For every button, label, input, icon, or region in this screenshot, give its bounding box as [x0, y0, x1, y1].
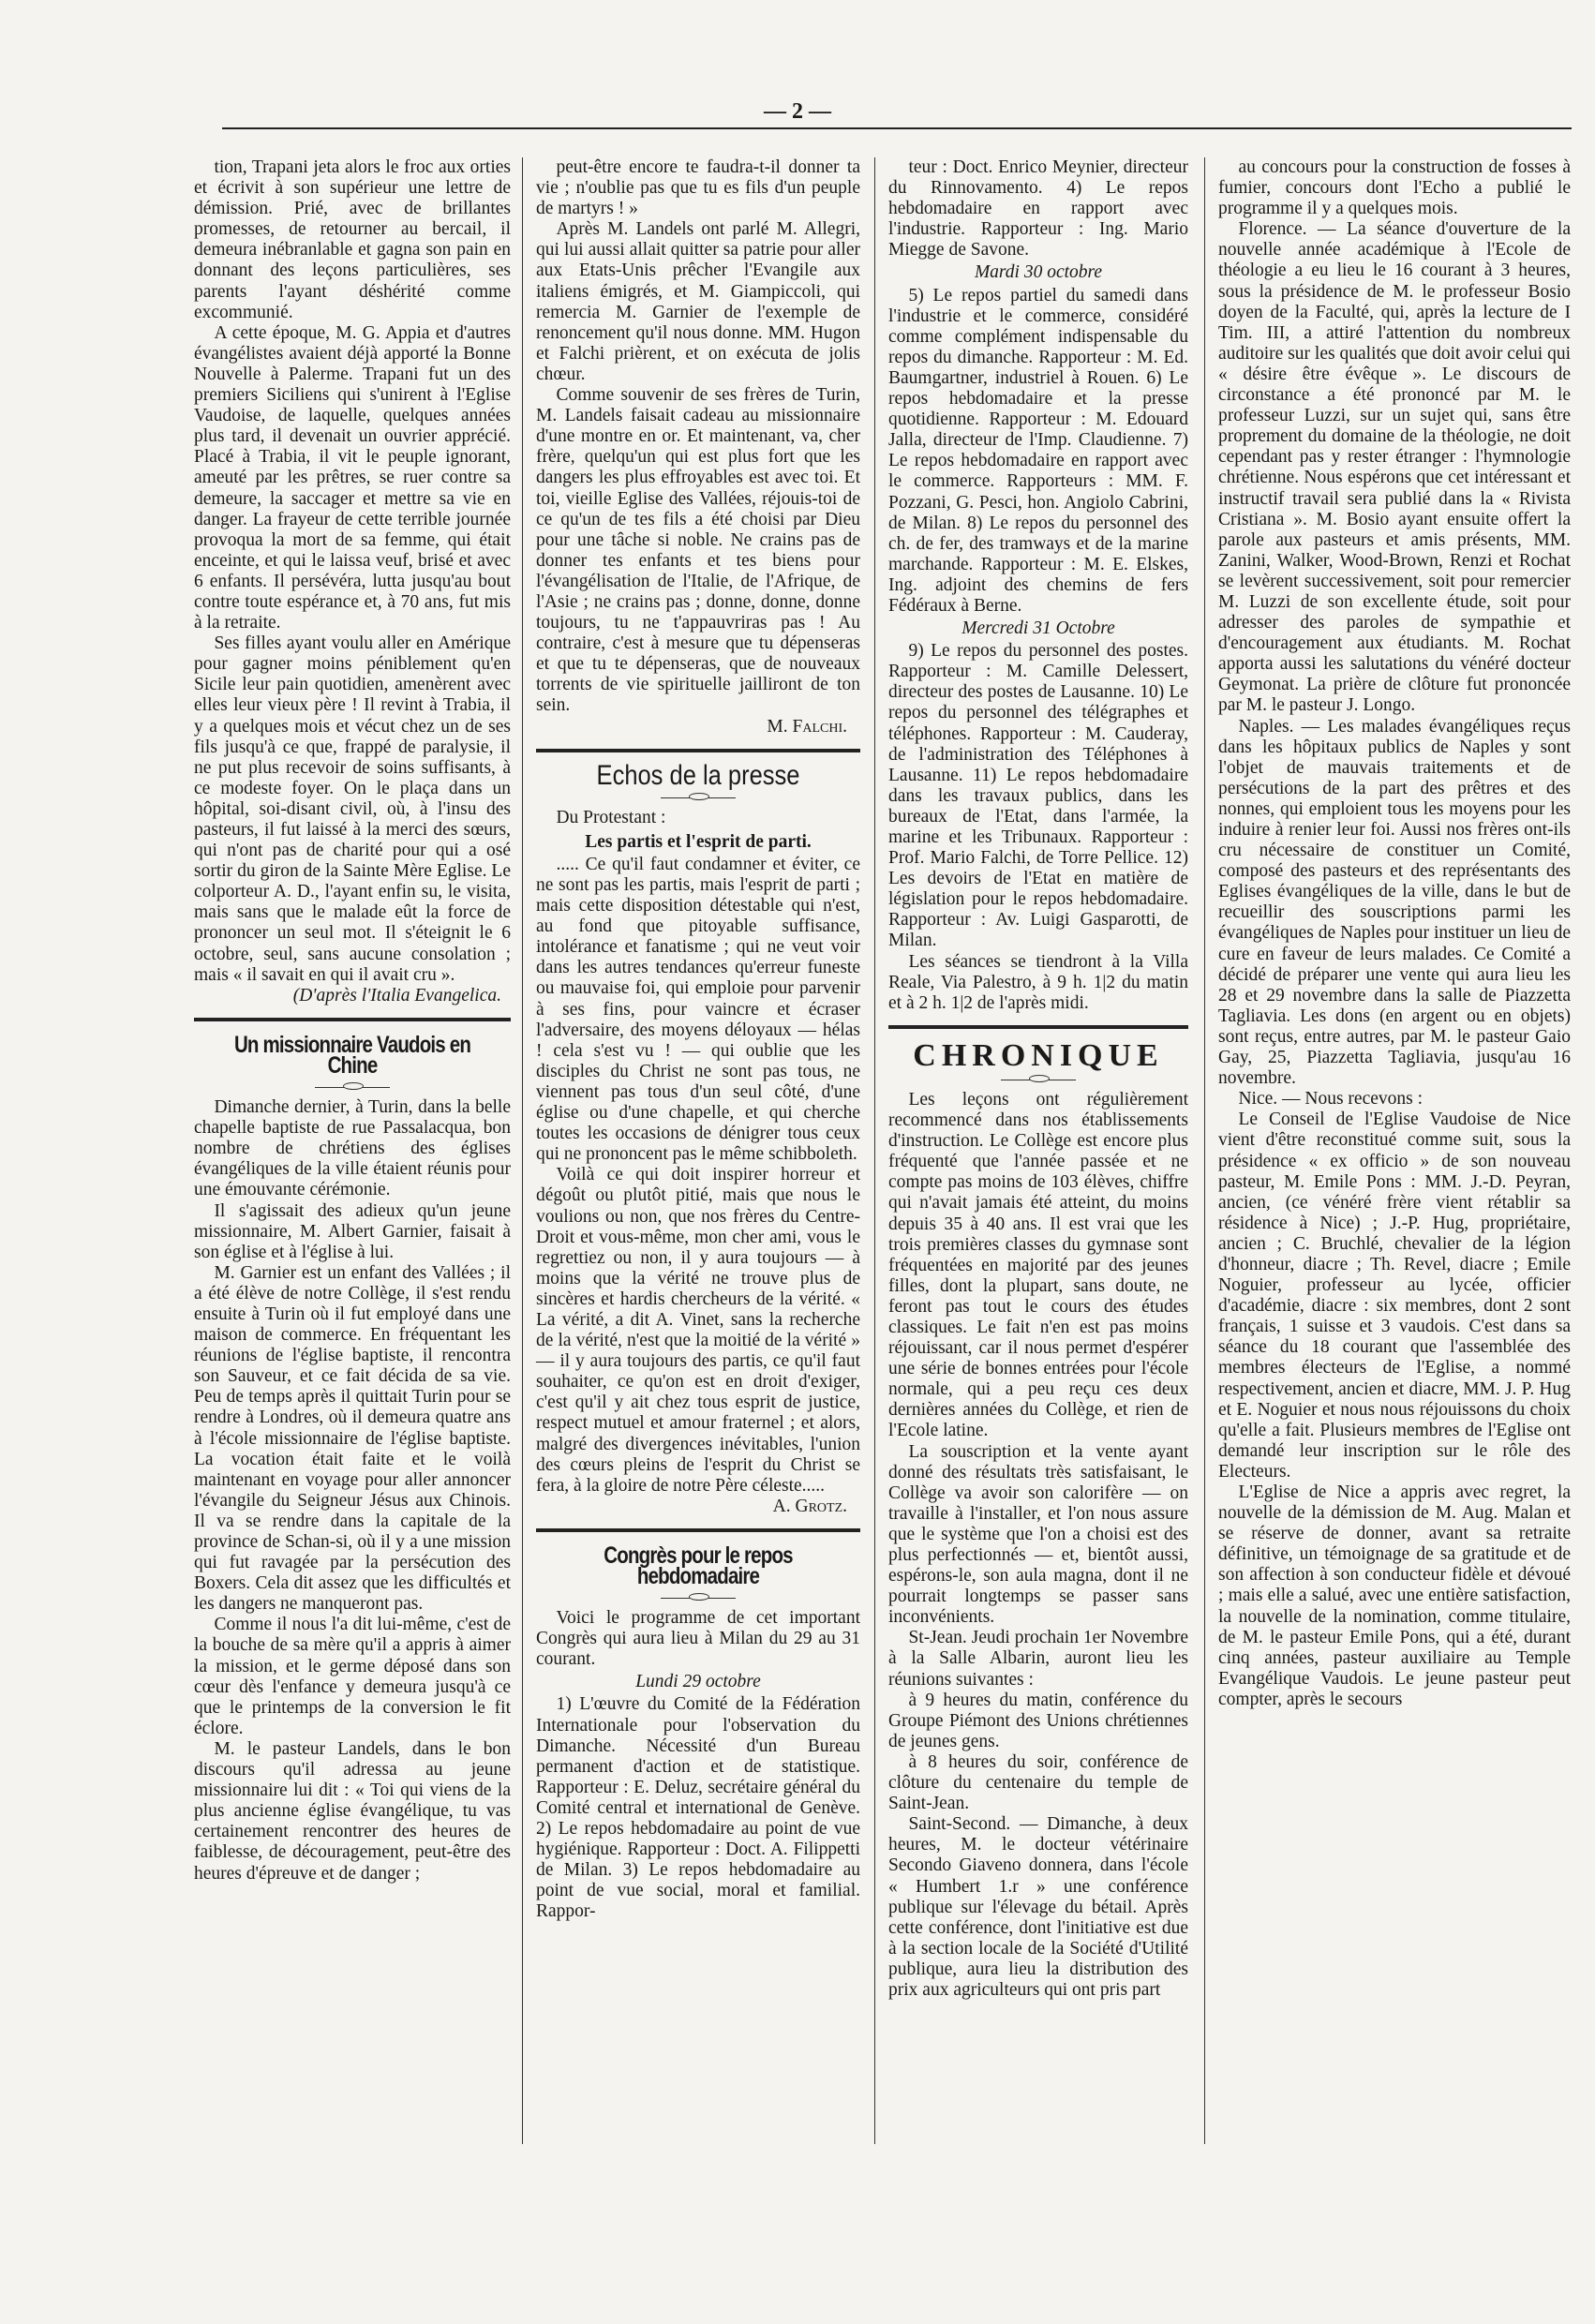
- paragraph: Les séances se tiendront à la Villa Reale, Via Palestro, à 9 h. 1|2 du matin et à 2 h. 1|2 de l'après midi.: [888, 951, 1188, 1013]
- top-rule: [222, 127, 1572, 129]
- paragraph: Le Conseil de l'Eglise Vaudoise de Nice vient d'être reconstitué comme suit, sous la présidence « ex officio » de son nouveau pasteur, M. Emile Pons : MM. J.-D. Peyran, ancien, (ce vénéré frère vient rétablir sa résidence à Nice) ; J.-P. Hug, propriétaire, ancien ; C. Bruchlé, chevalier de la légion d'honneur, diacre ; Th. Revel, diacre ; Emile Noguier, professeur au lycée, officier d'académie, diacre : six membres, dont 2 sont français, 1 suisse et 3 vaudois. C'est dans sa séance du 18 courant que l'assemblée des membres électeurs de l'Eglise, a nommé respectivement, ancien et diacre, MM. J. P. Hug et E. Noguier et nous nous réjouissons du choix qu'elle a fait. Plusieurs membres de l'Eglise ont demandé leur inscription sur le rôle des Electeurs.: [1218, 1110, 1571, 1482]
- paragraph: M. le pasteur Landels, dans le bon discours qu'il adressa au jeune missionnaire lui dit : « Toi qui viens de la plus ancienne église évangélique, tu vas certainement rencontrer des heures de faiblesse, de découragement, peut-être des heures d'épreuve et de danger ;: [194, 1738, 511, 1884]
- paragraph: peut-être encore te faudra-t-il donner ta vie ; n'oublie pas que tu es fils d'un peuple de martyrs ! »: [536, 157, 860, 219]
- paragraph: Les leçons ont régulièrement recommencé dans nos établissements d'instruction. Le Collège est encore plus fréquenté que l'année passée et ne compte pas moins de 103 élèves, chiffre qui n'avait jamais été atteint, du moins depuis 35 à 40 ans. Il est vrai que les trois premières classes du gymnase sont fréquentées en majorité par des jeunes filles, dont la plupart, sans doute, ne feront pas tout le cours des études classiques. Le fait n'en est pas moins réjouissant, car il nous permet d'espérer une série de bonnes entrées pour l'école normale, qui a peu reçu ces deux dernières années du Collège, et rien de l'Ecole latine.: [888, 1089, 1188, 1441]
- paragraph: Nice. — Nous recevons :: [1238, 1089, 1424, 1110]
- section-rule: [536, 749, 860, 752]
- chronique-heading: CHRONIQUE: [913, 1037, 1164, 1073]
- paragraph: Comme souvenir de ses frères de Turin, M. Landels faisait cadeau au missionnaire d'une montre en or. Et maintenant, va, cher frère, quelqu'un qui est plus fort que les dangers les plus effroyables est avec toi. Et toi, vieille Eglise des Vallées, réjouis-toi de ce qu'un de tes fils a été choisi par Dieu pour une tâche si noble. Ne crains pas de donner tes enfants et tes biens pour l'évangélisation de l'Italie, de l'Afrique, de l'Asie ; ne crains pas ; donne, donne, donne toujours, tu ne t'appauvriras pas ! Au contraire, c'est à mesure que tu dépenseras et que tu te dépenseras, que de nouveaux torrents de vie spirituelle jailliront de ton sein.: [536, 385, 860, 716]
- ornament-divider: [1001, 1072, 1076, 1080]
- column-divider: [522, 157, 523, 2144]
- signature: A. Grotz.: [772, 1496, 847, 1516]
- column-divider: [874, 157, 875, 2144]
- paragraph: à 8 heures du soir, conférence de clôture du centenaire du temple de Saint-Jean.: [888, 1751, 1188, 1814]
- article-heading: Congrès pour le repos hebdomadaire: [604, 1542, 793, 1589]
- article-heading: Un missionnaire Vaudois en Chine: [233, 1031, 471, 1079]
- paragraph: Ses filles ayant voulu aller en Amérique pour gagner moins péniblement qu'en Sicile leur pain quotidien, amenèrent avec elles leur vieux père ! Il revint à Trabia, il y a quelques mois et vécut chez un de ses fils jusqu'à ce que, frappé de paralysie, il ne put plus recevoir de soins suffisants, à ce modeste foyer. On le plaça dans un hôpital, soi-disant civil, où, à l'insu des pasteurs, il fut laissé à la merci des sœurs, qui n'ont pas de charité pour qui a osé sortir du giron de la Sainte Mère Eglise. Le colporteur A. D., l'ayant enfin su, le visita, mais sans que le malade eût la force de prononcer un seul mot. Il s'éteignit le 6 octobre, seul, sans aucune consolation ; mais « il savait en qui il avait cru ».: [194, 633, 511, 985]
- paragraph: La souscription et la vente ayant donné des résultats très satisfaisant, le Collège va avoir son calorifère — on travaille à l'installer, et l'on nous assure que le système que l'on a choisi est des plus perfectionnés — et, bientôt aussi, espérons-le, son aula magna, dont il ne pourrait longtemps se passer sans inconvénients.: [888, 1441, 1188, 1628]
- date-subheading: Mercredi 31 Octobre: [961, 618, 1115, 639]
- source-note: (D'après l'Italia Evangelica.: [292, 985, 501, 1006]
- paragraph: M. Garnier est un enfant des Vallées ; il a été élève de notre Collège, il s'est rendu ensuite à Turin où il fut employé dans une maison de commerce. En fréquentant les réunions de l'église baptiste, il rencontra son Sauveur, et ce fait décida de sa vie. Peu de temps après il quittait Turin pour se rendre à Londres, où il demeura quatre ans à l'école missionnaire de l'église baptiste. La vocation était faite et le voilà maintenant en voyage pour aller annoncer l'évangile du Seigneur Jésus aux Chinois. Il va se rendre dans la capitale de la province de Schan-si, où il y a une mission qui fut ravagée par la persécution des Boxers. Cela dit assez que les difficultés et les dangers ne manqueront pas.: [194, 1262, 511, 1615]
- paragraph: Voilà ce qui doit inspirer horreur et dégoût ou plutôt pitié, mais que nous le voulions ou non, que nos frères du Centre-Droit et vous-même, mon cher ami, vous le regrettiez ou non, il y aura toujours — à moins que la vérité ne trouve plus de sincères et hardis chercheurs de la vérité. « La vérité, a dit A. Vinet, sans la recherche de la vérité, n'est que la moitié de la vérité » — il y aura toujours des partis, ce qu'il faut souhaiter, ce qu'on est en droit d'exiger, c'est qu'il y ait chez tous esprit de justice, respect mutuel et amour fraternel ; et alors, malgré des divergences inévitables, l'union des cœurs pleins de l'esprit du Christ se fera, à la gloire de notre Père céleste.....: [536, 1165, 860, 1496]
- ornament-divider: [661, 790, 736, 798]
- source-line: Du Protestant :: [556, 807, 666, 827]
- section-rule: [194, 1018, 511, 1021]
- article-subheading: Les partis et l'esprit de parti.: [585, 831, 812, 852]
- paragraph: 5) Le repos partiel du samedi dans l'industrie et le commerce, considéré comme complément indispensable du repos du dimanche. Rapporteur : M. Ed. Baumgartner, industriel à Rouen. 6) Le repos hebdomadaire et la presse quotidienne. Rapporteur : M. Edouard Jalla, directeur de l'Imp. Claudienne. 7) Le repos hebdomadaire en rapport avec le commerce. Rapporteurs : MM. F. Pozzani, G. Pesci, hon. Angiolo Cabrini, de Milan. 8) Le repos du personnel des ch. de fer, des tramways et de la marine marchande. Rapporteur : M. E. Elskes, Ing. adjoint des chemins de fers Fédéraux à Berne.: [888, 285, 1188, 616]
- paragraph: à 9 heures du matin, conférence du Groupe Piémont des Unions chrétiennes de jeunes gens.: [888, 1690, 1188, 1751]
- signature: M. Falchi.: [767, 716, 847, 737]
- date-subheading: Mardi 30 octobre: [974, 262, 1103, 283]
- paragraph: ..... Ce qu'il faut condamner et éviter, ce ne sont pas les partis, mais l'esprit de parti ; mais cette disposition détestable qui n'est, au fond que pitoyable suffisance, intolérance et fanatisme ; qui ne veut voir dans les autres tendances qu'erreur funeste ou mauvaise foi, qui emploie pour parvenir à ses fins, pour vaincre et écraser l'adversaire, des moyens déloyaux — hélas ! cela s'est vu ! — qui oublie que les disciples du Christ ne sont pas tous, ne viennent pas tous d'un seul côté, d'une église ou d'une chapelle, et qui cherche toutes les occasions de dénigrer tous ceux qui ne prononcent pas le même schibboleth.: [536, 854, 860, 1165]
- column-2: [536, 157, 860, 1923]
- paragraph: L'Eglise de Nice a appris avec regret, la nouvelle de la démission de M. Aug. Malan et se réserve de donner, avant sa retraite définitive, un témoignage de sa gratitude et de son affection à son conducteur fidèle et dévoué ; mais elle a salué, avec une entière satisfaction, la nouvelle de la nomination, comme titulaire, de M. le pasteur Emile Pons, qui a été, durant cinq années, pasteur auxiliaire au Temple Evangélique Vaudois. Le jeune pasteur peut compter, après le secours: [1218, 1482, 1571, 1709]
- paragraph: Dimanche dernier, à Turin, dans la belle chapelle baptiste de rue Passalacqua, bon nombre de chrétiens des églises évangéliques de la ville étaient réunis pour une émouvante cérémonie.: [194, 1097, 511, 1200]
- date-subheading: Lundi 29 octobre: [635, 1672, 761, 1692]
- ornament-divider: [315, 1080, 390, 1088]
- paragraph: teur : Doct. Enrico Meynier, directeur du Rinnovamento. 4) Le repos hebdomadaire en rapport avec l'industrie. Rapporteur : Ing. Mario Miegge de Savone.: [888, 157, 1188, 261]
- column-divider: [1204, 157, 1205, 2144]
- paragraph: 1) L'œuvre du Comité de la Fédération Internationale pour l'observation du Dimanche. Nécessité d'un Bureau permanent d'action et de statistique. Rapporteur : E. Deluz, secrétaire général du Comité central et international de Genève. 2) Le repos hebdomadaire au point de vue hygiénique. Rapporteur : Doct. A. Filippetti de Milan. 3) Le repos hebdomadaire au point de vue social, moral et familial. Rappor-: [536, 1694, 860, 1922]
- section-rule: [536, 1528, 860, 1532]
- paragraph: St-Jean. Jeudi prochain 1er Novembre à la Salle Albarin, auront lieu les réunions suivantes :: [888, 1628, 1188, 1690]
- paragraph: Florence. — La séance d'ouverture de la nouvelle année académique à l'Ecole de théologie a eu lieu le 16 courant à 3 heures, sous la présidence de M. le professeur Bosio doyen de la Faculté, qui, après la lecture de I Tim. III, a attiré l'attention du nombreux auditoire sur les qualités que doit avoir celui qui « désire être évêque ». Le discours de circonstance a été prononcé par M. le professeur Luzzi, sur un sujet qui, sans être proprement du domaine de la théologie, ne doit cependant pas y rester étranger : l'hymnologie chrétienne. Nous espérons que cet intéressant et instructif travail sera publié dans la « Rivista Cristiana ». M. Bosio ayant ensuite offert la parole aux pasteurs et amis présents, MM. Zanini, Walker, Wood-Brown, Renzi et Rochat se levèrent successivement, soit pour remercier M. Luzzi de son excellente étude, soit pour adresser des paroles de sympathie et d'encouragement aux étudiants. M. Rochat apporta aussi les salutations du vénéré docteur Geymonat. La prière de clôture fut prononcée par M. le pasteur J. Longo.: [1218, 219, 1571, 716]
- column-4: [1218, 157, 1571, 1710]
- paragraph: 9) Le repos du personnel des postes. Rapporteur : M. Camille Delessert, directeur des postes de Lausanne. 10) Le repos du personnel des télégraphes et téléphones. Rapporteur : M. Cauderay, de l'administration des Téléphones à Lausanne. 11) Le repos hebdomadaire dans les travaux publics, dans les bureaux de l'Etat, dans l'armée, la marine et les Tribunaux. Rapporteur : Prof. Mario Falchi, de Torre Pellice. 12) Les devoirs de l'Etat en matière de législation pour le repos hebdomadaire. Rapporteur : Av. Luigi Gasparotti, de Milan.: [888, 641, 1188, 951]
- section-rule: [888, 1025, 1188, 1029]
- paragraph: A cette époque, M. G. Appia et d'autres évangélistes avaient déjà apporté la Bonne Nouvelle à Palerme. Trapani fut un des premiers Siciliens qui s'unirent à l'Eglise Vaudoise, de laquelle, quelques années plus tard, il devenait un ouvrier apprécié. Placé à Trabia, il vit le peuple ignorant, ameuté par les prêtres, se ruer contre sa demeure, la saccager et mettre sa vie en danger. La frayeur de cette terrible journée provoqua la mort de sa femme, qui était enceinte, et qui le laissa veuf, brisé et avec 6 enfants. Il persévéra, lutta jusqu'au bout contre toute espérance et, à 70 ans, fut mis à la retraite.: [194, 322, 511, 633]
- column-1: [194, 157, 511, 1885]
- paragraph: Voici le programme de cet important Congrès qui aura lieu à Milan du 29 au 31 courant.: [536, 1608, 860, 1670]
- column-3: [888, 157, 1188, 2001]
- paragraph: Comme il nous l'a dit lui-même, c'est de la bouche de sa mère qu'il a appris à aimer la mission, et le germe déposé dans son cœur dès l'enfance y demeura jusqu'à ce que le printemps de la conversion le fit éclore.: [194, 1615, 511, 1738]
- paragraph: Après M. Landels ont parlé M. Allegri, qui lui aussi allait quitter sa patrie pour aller aux Etats-Unis prêcher l'Evangile aux italiens émigrés, et M. Giampiccoli, qui remercia M. Garnier de l'exemple de renoncement qu'il nous donne. MM. Hugon et Falchi prièrent, et on exécuta de jolis chœur.: [536, 219, 860, 384]
- page-number: — 2 —: [764, 99, 831, 124]
- section-heading: Echos de la presse: [596, 759, 800, 791]
- paragraph: tion, Trapani jeta alors le froc aux orties et écrivit à son supérieur une lettre de démission. Prié, avec de brillantes promesses, de retourner au bercail, il demeura inébranlable et gagna son pain en donnant des leçons particulières, ses parents l'ayant déshérité comme excommunié.: [194, 157, 511, 322]
- paragraph: au concours pour la construction de fosses à fumier, concours dont l'Echo a publié le programme il y a quelques mois.: [1218, 157, 1571, 219]
- ornament-divider: [661, 1590, 736, 1599]
- paragraph: Naples. — Les malades évangéliques reçus dans les hôpitaux publics de Naples y sont l'objet de mauvais traitements et de persécutions de la part des prêtres et des nonnes, qui emploient tous les moyens pour les induire à renier leur foi. Aussi nos frères ont-ils cru nécessaire de constituer un Comité, composé des pasteurs et des représentants des Eglises évangéliques de la ville, dans le but de recueillir des souscriptions parmi les évangéliques de Naples pour instituer un lieu de cure en faveur de leurs malades. Ce Comité a décidé de préparer une vente qui aura lieu les 28 et 29 novembre dans la salle de Piazzetta Tagliavia. Les dons (en argent ou en objets) sont reçus, entre autres, par M. le pasteur Gaio Gay, 25, Piazzetta Tagliavia, jusqu'au 16 novembre.: [1218, 716, 1571, 1089]
- paragraph: Saint-Second. — Dimanche, à deux heures, M. le docteur vétérinaire Secondo Giaveno donnera, dans l'école « Humbert 1.r » une conférence publique sur l'élevage du bétail. Après cette conférence, dont l'initiative est due à la section locale de la Société d'Utilité publique, aura lieu la distribution des prix aux agriculteurs qui ont pris part: [888, 1814, 1188, 2000]
- paragraph: Il s'agissait des adieux qu'un jeune missionnaire, M. Albert Garnier, faisait à son église et à l'église à lui.: [194, 1200, 511, 1262]
